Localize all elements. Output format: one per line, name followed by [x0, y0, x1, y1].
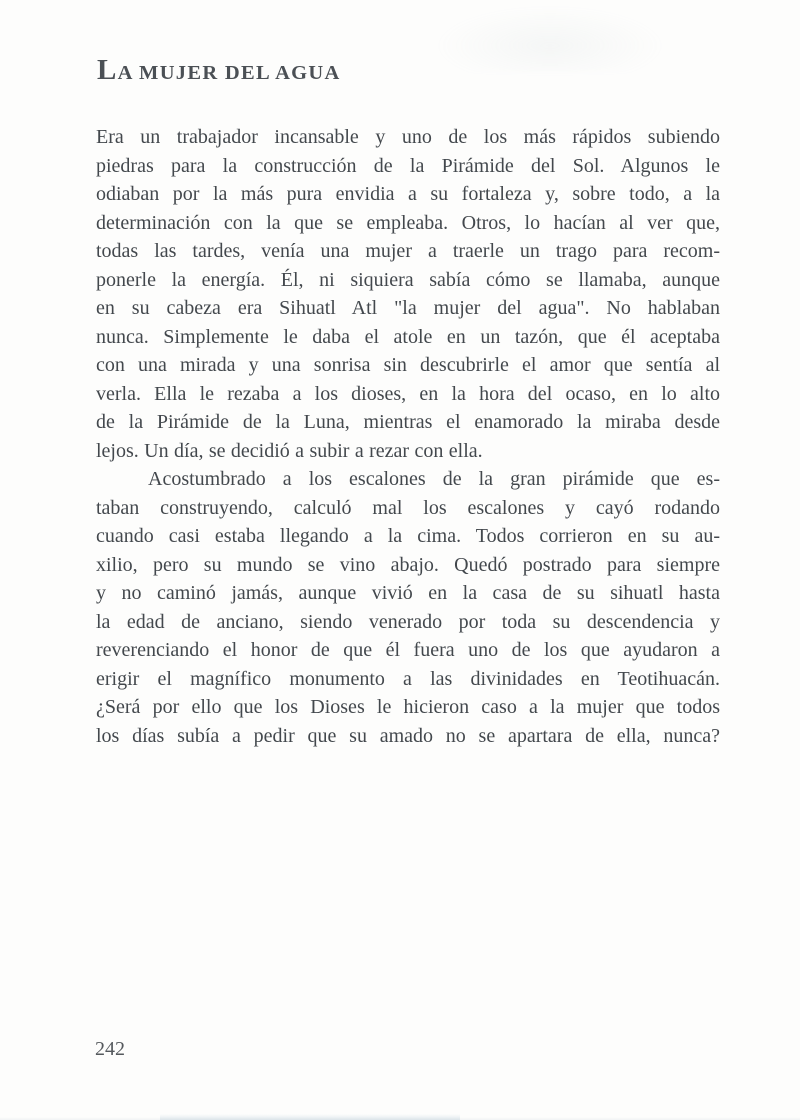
text-line: Era un trabajador incansable y uno de los más rápidos subiendo	[96, 126, 720, 148]
text-line: lejos. Un día, se decidió a subir a rezar con ella.	[96, 439, 483, 462]
text-line: piedras para la construcción de la Pirámide del Sol. Algunos le	[96, 154, 720, 177]
scan-smudge-artifact	[160, 1114, 460, 1120]
text-line: todas las tardes, venía una mujer a traerle un trago para recom-	[96, 240, 720, 262]
text-line: odiaban por la más pura envidia a su fortaleza y, sobre todo, a la	[96, 183, 720, 205]
text-line: ponerle la energía. Él, ni siquiera sabía cómo se llamaba, aunque	[96, 268, 720, 291]
text-line: la edad de anciano, siendo venerado por toda su descendencia y	[96, 610, 720, 633]
text-line: reverenciando el honor de que él fuera uno de los que ayudaron a	[96, 639, 720, 661]
text-line: xilio, pero su mundo se vino abajo. Quedó postrado para siempre	[96, 553, 720, 576]
text-line: con una mirada y una sonrisa sin descubrirle el amor que sentía al	[96, 354, 720, 376]
text-line: Acostumbrado a los escalones de la gran pirámide que es-	[148, 468, 720, 490]
page-number: 242	[95, 1038, 125, 1060]
story-text	[96, 123, 720, 750]
text-line: verla. Ella le rezaba a los dioses, en la hora del ocaso, en lo alto	[96, 382, 720, 405]
text-line: cuando casi estaba llegando a la cima. Todos corrieron en su au-	[96, 525, 720, 547]
scan-bleedthrough-artifact	[435, 6, 665, 72]
text-line: nunca. Simplemente le daba el atole en un tazón, que él aceptaba	[96, 325, 720, 348]
text-line: de la Pirámide de la Luna, mientras el enamorado la miraba desde	[96, 411, 720, 433]
text-line: y no caminó jamás, aunque vivió en la casa de su sihuatl hasta	[96, 582, 720, 604]
text-line: en su cabeza era Sihuatl Atl "la mujer del agua". No hablaban	[96, 297, 720, 319]
text-line: ¿Será por ello que los Dioses le hicieron caso a la mujer que todos	[96, 696, 720, 718]
text-line: determinación con la que se empleaba. Otros, lo hacían al ver que,	[96, 211, 720, 234]
chapter-title: LA MUJER DEL AGUA	[97, 54, 341, 86]
text-line: erigir el magnífico monumento a las divinidades en Teotihuacán.	[96, 667, 720, 690]
text-line: taban construyendo, calculó mal los escalones y cayó rodando	[96, 496, 720, 519]
text-line: los días subía a pedir que su amado no se apartara de ella, nunca?	[96, 724, 720, 747]
